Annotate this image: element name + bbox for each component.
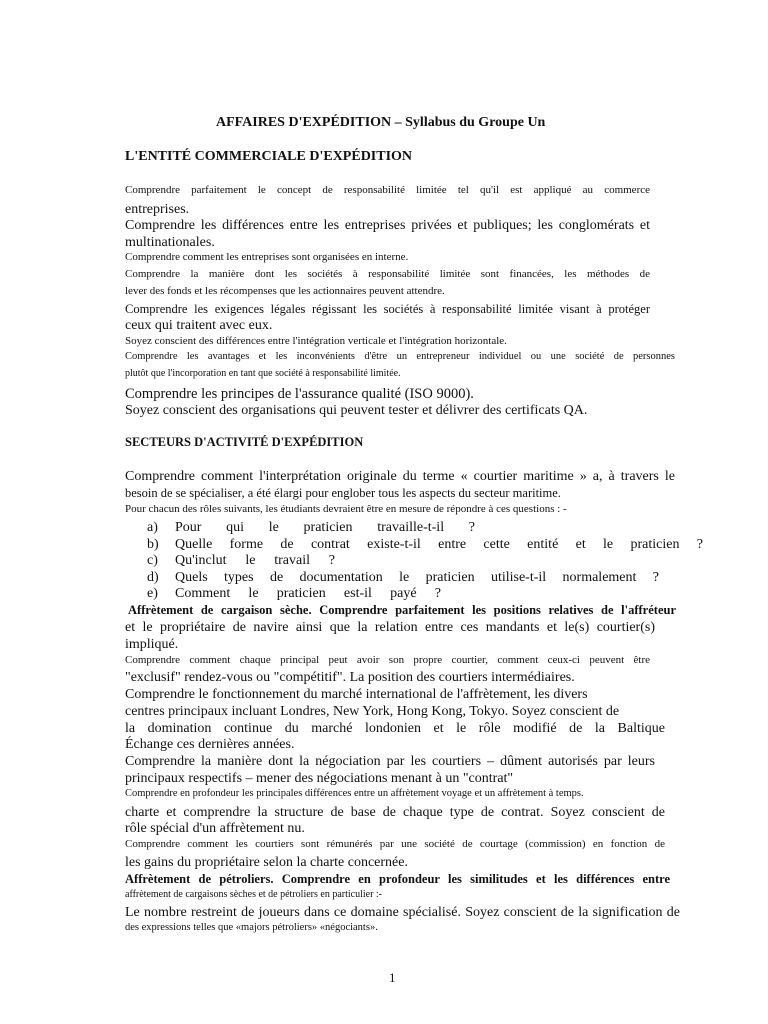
list-item-number: a) <box>147 520 158 535</box>
paragraph-line: Échange ces dernières années. <box>125 737 295 752</box>
paragraph-line: Comprendre les avantages et les inconvénients d'être un entrepreneur individuel ou une société de personnes <box>125 351 675 362</box>
paragraph-line: Comprendre comment les courtiers sont rémunérés par une société de courtage (commission) en fonction de <box>125 838 665 850</box>
paragraph-line: multinationales. <box>125 235 215 250</box>
paragraph-line: lever des fonds et les récompenses que les actionnaires peuvent attendre. <box>125 285 445 297</box>
list-item <box>147 553 703 569</box>
paragraph-line: Comprendre le fonctionnement du marché international de l'affrètement, les divers <box>125 687 588 702</box>
list-item-text: Comment le praticien est-il payé ? <box>175 586 441 601</box>
list-item-text: Quelle forme de contrat existe-t-il entre cette entité et le praticien ? <box>175 537 703 552</box>
paragraph-line: Comprendre comment l'interprétation originale du terme « courtier maritime » a, à travers le <box>125 469 675 484</box>
paragraph-line: Le nombre restreint de joueurs dans ce domaine spécialisé. Soyez conscient de la signification de <box>125 905 680 920</box>
section-heading-commercial-entity: L'ENTITÉ COMMERCIALE D'EXPÉDITION <box>125 149 413 164</box>
list-item-number: e) <box>147 586 158 601</box>
paragraph-line: besoin de se spécialiser, a été élargi pour englober tous les aspects du secteur maritime. <box>125 486 561 500</box>
paragraph-line: des expressions telles que «majors pétroliers» «négociants». <box>125 922 378 933</box>
paragraph-line: plutôt que l'incorporation en tant que société à responsabilité limitée. <box>125 368 401 379</box>
paragraph-line: charte et comprendre la structure de base de chaque type de contrat. Soyez conscient de <box>125 805 665 820</box>
paragraph-line: affrètement de cargaisons sèches et de pétroliers en particulier :- <box>125 889 383 900</box>
paragraph-line: Comprendre les exigences légales régissant les sociétés à responsabilité limitée visant à protéger <box>125 302 650 316</box>
paragraph-line: et le propriétaire de navire ainsi que la relation entre ces mandants et le(s) courtier(s) <box>125 620 655 635</box>
dry-cargo-heading-line: Affrètement de cargaison sèche. Comprendre parfaitement les positions relatives de l'affréteur <box>128 603 676 617</box>
paragraph-line: ceux qui traitent avec eux. <box>125 318 273 333</box>
paragraph-line: Comprendre la manière dont les sociétés à responsabilité limitée sont financées, les méthodes de <box>125 268 650 280</box>
paragraph-line: Comprendre parfaitement le concept de responsabilité limitée tel qu'il est appliqué au commerce <box>125 184 650 196</box>
paragraph-line: Pour chacun des rôles suivants, les étudiants devraient être en mesure de répondre à ces questions : - <box>125 503 567 515</box>
paragraph-line: entreprises. <box>125 202 190 217</box>
list-item-number: b) <box>147 537 159 552</box>
paragraph-line: centres principaux incluant Londres, New York, Hong Kong, Tokyo. Soyez conscient de <box>125 704 620 719</box>
page-title: AFFAIRES D'EXPÉDITION – Syllabus du Groupe Un <box>216 115 546 130</box>
paragraph-line: Soyez conscient des différences entre l'intégration verticale et l'intégration horizontale. <box>125 335 507 347</box>
paragraph-line: Comprendre comment les entreprises sont organisées en interne. <box>125 251 409 263</box>
paragraph-line: les gains du propriétaire selon la charte concernée. <box>125 855 408 870</box>
list-item <box>147 537 703 553</box>
list-item <box>147 586 703 602</box>
list-item-text: Pour qui le praticien travaille-t-il ? <box>175 520 475 535</box>
page-number: 1 <box>389 970 396 985</box>
list-item-number: d) <box>147 570 159 585</box>
paragraph-line: Comprendre la manière dont la négociation par les courtiers – dûment autorisés par leurs <box>125 754 655 769</box>
section-heading-shipping-sectors: SECTEURS D'ACTIVITÉ D'EXPÉDITION <box>125 435 364 449</box>
list-item <box>147 520 703 536</box>
paragraph-line: "exclusif" rendez-vous ou "compétitif". La position des courtiers intermédiaires. <box>125 670 575 685</box>
paragraph-line: Soyez conscient des organisations qui peuvent tester et délivrer des certificats QA. <box>125 403 588 418</box>
list-item-text: Qu'inclut le travail ? <box>175 553 335 568</box>
paragraph-line: Comprendre en profondeur les principales différences entre un affrètement voyage et un affrètement à temps. <box>125 788 584 799</box>
paragraph-line: impliqué. <box>125 637 179 652</box>
paragraph-line: la domination continue du marché londonien et le rôle modifié de la Baltique <box>125 721 665 736</box>
paragraph-line: rôle spécial d'un affrètement nu. <box>125 821 305 836</box>
paragraph-line: principaux respectifs – mener des négociations menant à un "contrat" <box>125 771 514 786</box>
paragraph-line: Comprendre les différences entre les entreprises privées et publiques; les conglomérats et <box>125 218 650 233</box>
list-item <box>147 570 703 586</box>
paragraph-line: Comprendre les principes de l'assurance qualité (ISO 9000). <box>125 386 474 402</box>
tanker-heading-line: Affrètement de pétroliers. Comprendre en profondeur les similitudes et les différences entre <box>125 872 670 886</box>
list-item-number: c) <box>147 553 158 568</box>
list-item-text: Quels types de documentation le praticien utilise-t-il normalement ? <box>175 570 659 585</box>
paragraph-line: Comprendre comment chaque principal peut avoir son propre courtier, comment ceux-ci peuvent être <box>125 654 650 666</box>
